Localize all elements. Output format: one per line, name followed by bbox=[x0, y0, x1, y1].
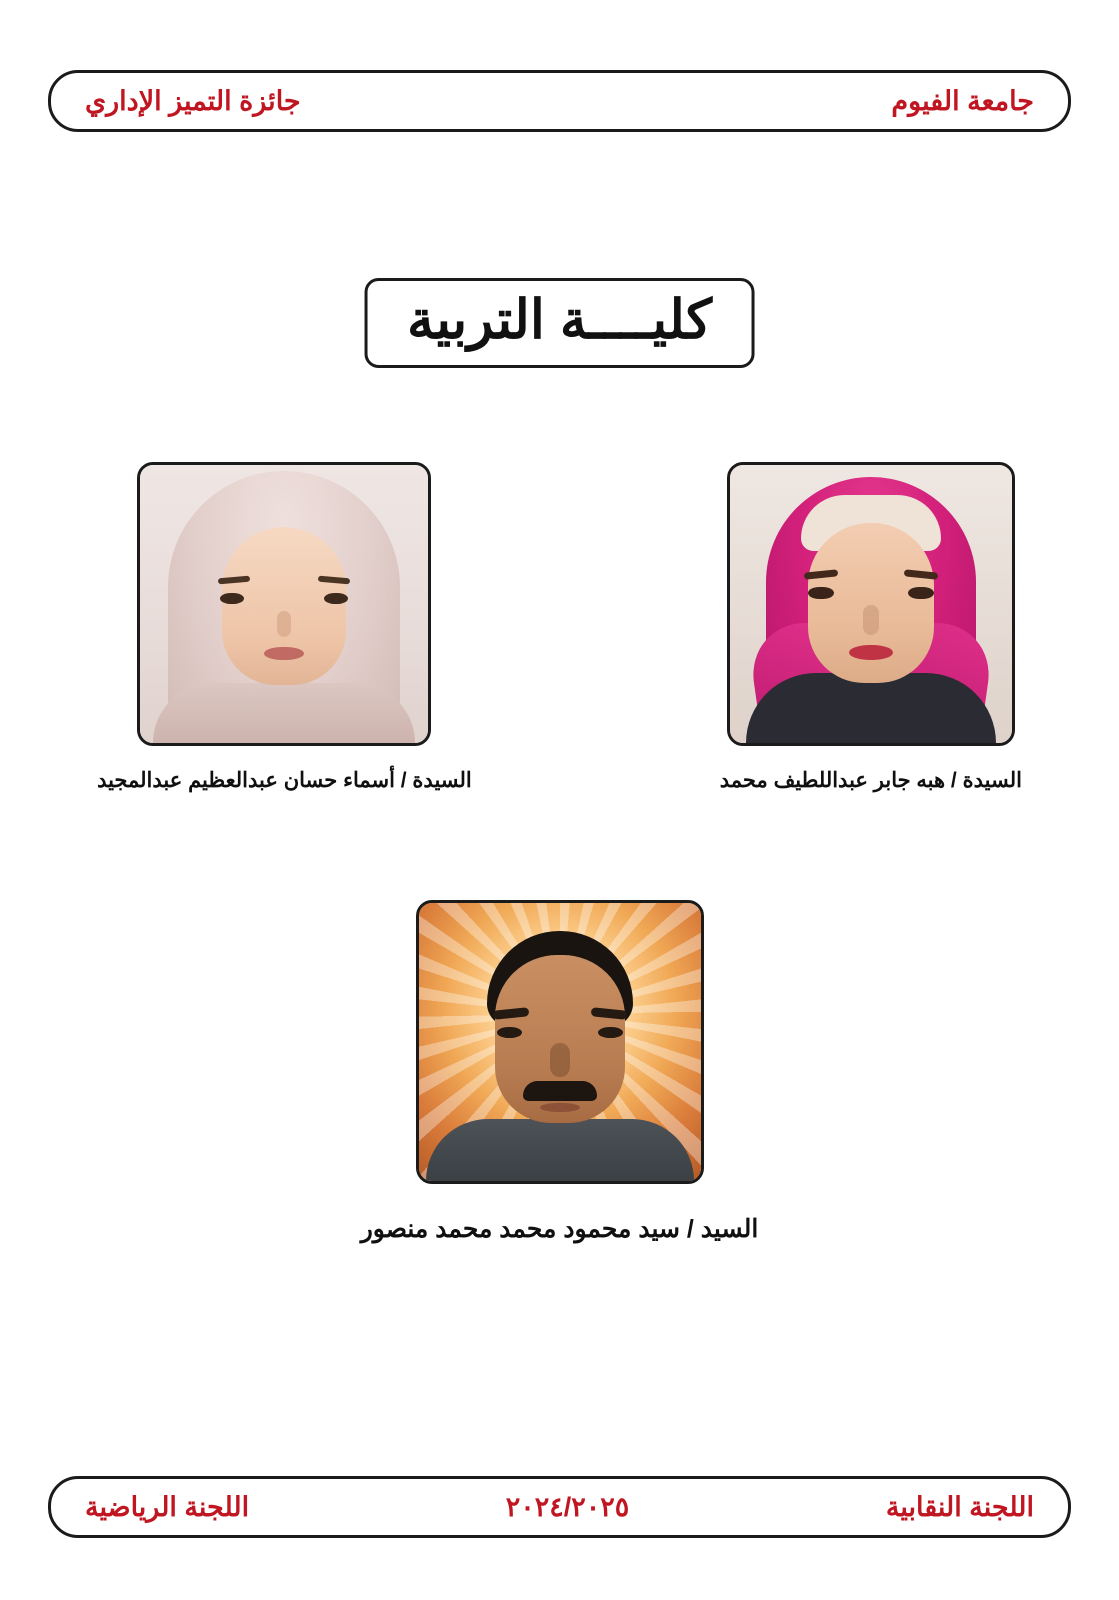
person-name: السيدة / أسماء حسان عبدالعظيم عبدالمجيد bbox=[97, 769, 472, 792]
person-card bbox=[97, 462, 472, 793]
footer-academic-year: ٢٠٢٤/٢٠٢٥ bbox=[505, 1491, 630, 1522]
person-photo bbox=[416, 900, 704, 1184]
page-title: كليــــة التربية bbox=[407, 290, 712, 350]
people-row-top bbox=[0, 462, 1119, 793]
header-award-label: جائزة التميز الإداري bbox=[85, 85, 301, 116]
person-name: السيدة / هبه جابر عبداللطيف محمد bbox=[719, 769, 1022, 792]
footer-sports-committee-label: اللجنة الرياضية bbox=[85, 1491, 250, 1522]
person-name: السيد / سيد محمود محمد محمد منصور bbox=[360, 1215, 759, 1243]
faculty-title-box bbox=[364, 278, 755, 368]
footer-bar bbox=[48, 1476, 1071, 1538]
person-card bbox=[361, 900, 759, 1244]
people-row-bottom bbox=[0, 900, 1119, 1244]
person-photo bbox=[137, 462, 431, 746]
footer-union-committee-label: اللجنة النقابية bbox=[885, 1491, 1034, 1522]
person-photo bbox=[727, 462, 1015, 746]
header-bar bbox=[48, 70, 1071, 132]
header-university-label: جامعة الفيوم bbox=[891, 85, 1034, 116]
person-card bbox=[720, 462, 1022, 793]
